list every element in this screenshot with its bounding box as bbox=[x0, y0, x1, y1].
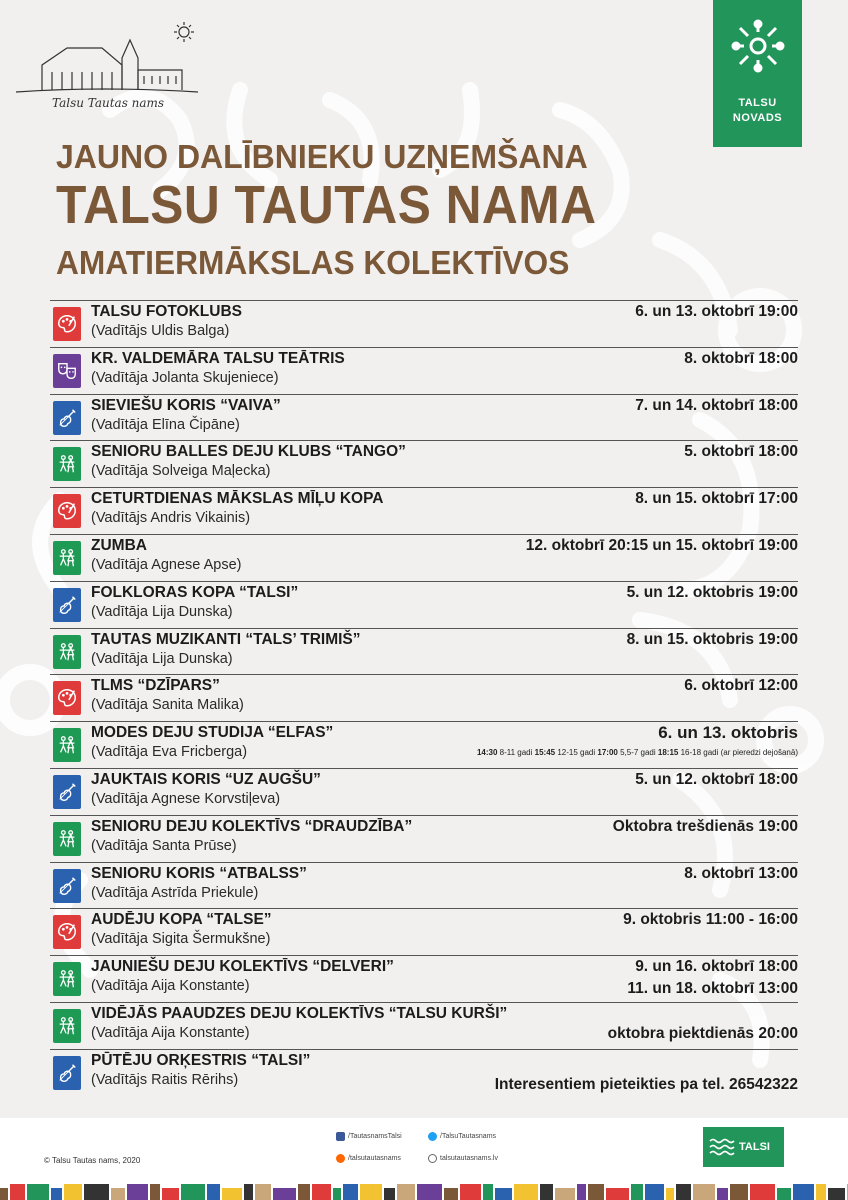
schedule-age: 16-18 gadi (ar pieredzi dejošanā) bbox=[678, 748, 798, 758]
stripe-segment bbox=[244, 1184, 253, 1200]
group-leader: (Vadītāja Sanita Malika) bbox=[91, 697, 244, 714]
stripe-segment bbox=[181, 1184, 205, 1200]
violin-icon bbox=[53, 775, 81, 809]
group-leader: (Vadītāja Jolanta Skujeniece) bbox=[91, 369, 279, 386]
violin-icon bbox=[53, 401, 81, 435]
group-leader: (Vadītāja Eva Fricberga) bbox=[91, 744, 248, 761]
schedule-time: 18:15 bbox=[657, 748, 679, 758]
group-name: VIDĒJĀS PAAUDZES DEJU KOLEKTĪVS “TALSU KURŠI” bbox=[91, 1004, 508, 1022]
stripe-segment bbox=[255, 1184, 271, 1200]
title-line-2: TALSU TAUTAS NAMA bbox=[56, 175, 597, 235]
group-row bbox=[50, 768, 798, 815]
schedule-age: 12-15 gadi bbox=[555, 748, 596, 758]
stripe-segment bbox=[273, 1188, 296, 1200]
twitter-icon bbox=[428, 1132, 437, 1141]
group-time: 8. un 15. oktobris 19:00 bbox=[626, 630, 798, 648]
group-leader: (Vadītāja Aija Konstante) bbox=[91, 1024, 250, 1041]
stripe-segment bbox=[51, 1188, 62, 1200]
talsu-tautas-nams-logo bbox=[12, 20, 202, 110]
stripe-segment bbox=[222, 1188, 242, 1200]
age-schedule bbox=[477, 748, 798, 757]
group-row bbox=[50, 862, 798, 909]
footer bbox=[0, 1118, 848, 1200]
group-name: KR. VALDEMĀRA TALSU TEĀTRIS bbox=[91, 349, 345, 367]
novads-line-1: TALSU bbox=[738, 97, 777, 109]
globe-icon bbox=[428, 1154, 437, 1163]
group-time: 5. oktobrī 18:00 bbox=[684, 443, 798, 461]
group-name: SENIORU BALLES DEJU KLUBS “TANGO” bbox=[91, 443, 406, 461]
group-time: 5. un 12. oktobris 19:00 bbox=[626, 583, 798, 601]
group-leader: (Vadītājs Andris Vikainis) bbox=[91, 510, 251, 527]
palette-icon bbox=[53, 681, 81, 715]
group-leader: (Vadītāja Lija Dunska) bbox=[91, 603, 233, 620]
group-time: 6. oktobrī 12:00 bbox=[684, 677, 798, 695]
stripe-segment bbox=[10, 1184, 25, 1200]
talsi-city-logo bbox=[703, 1127, 784, 1167]
group-leader: (Vadītāja Elīna Čipāne) bbox=[91, 416, 240, 433]
group-row bbox=[50, 1002, 798, 1049]
violin-icon bbox=[53, 588, 81, 622]
violin-icon bbox=[53, 869, 81, 903]
waves-icon bbox=[709, 1136, 735, 1158]
stripe-segment bbox=[828, 1188, 845, 1200]
group-time: oktobra piektdienās 20:00 bbox=[607, 1024, 798, 1042]
group-row bbox=[50, 908, 798, 955]
theatre-masks-icon bbox=[53, 354, 81, 388]
stripe-segment bbox=[777, 1188, 791, 1200]
talsu-novads-badge bbox=[713, 0, 802, 147]
group-time: 6. un 13. oktobrī 19:00 bbox=[635, 303, 798, 320]
website-link[interactable] bbox=[428, 1154, 498, 1163]
stripe-segment bbox=[693, 1184, 715, 1200]
stripe-segment bbox=[0, 1188, 8, 1200]
dancers-icon bbox=[53, 822, 81, 856]
palette-icon bbox=[53, 915, 81, 949]
group-row bbox=[50, 955, 798, 1002]
stripe-segment bbox=[111, 1188, 125, 1200]
twitter-handle: /TalsuTautasnams bbox=[440, 1133, 497, 1140]
copyright-text: © Talsu Tautas nams, 2020 bbox=[44, 1156, 141, 1165]
stripe-segment bbox=[540, 1184, 553, 1200]
group-leader: (Vadītāja Agnese Apse) bbox=[91, 556, 242, 573]
stripe-segment bbox=[444, 1188, 458, 1200]
group-time: 9. oktobris 11:00 - 16:00 bbox=[623, 911, 798, 929]
violin-icon bbox=[53, 1056, 81, 1090]
group-leader: (Vadītāja Aija Konstante) bbox=[91, 978, 250, 995]
dancers-icon bbox=[53, 541, 81, 575]
group-leader: (Vadītājs Uldis Balga) bbox=[91, 323, 230, 339]
group-list bbox=[50, 300, 798, 1096]
stripe-segment bbox=[150, 1184, 160, 1200]
facebook-link[interactable] bbox=[336, 1132, 402, 1141]
group-name: MODES DEJU STUDIJA “ELFAS” bbox=[91, 724, 334, 742]
stripe-segment bbox=[64, 1184, 82, 1200]
stripe-segment bbox=[645, 1184, 664, 1200]
stripe-segment bbox=[84, 1184, 109, 1200]
schedule-age: 8-11 gadi bbox=[497, 748, 533, 758]
group-leader: (Vadītāja Santa Prūse) bbox=[91, 837, 237, 854]
stripe-segment bbox=[793, 1184, 814, 1200]
group-time: 8. oktobrī 13:00 bbox=[684, 864, 798, 882]
group-row bbox=[50, 394, 798, 441]
group-name: CETURTDIENAS MĀKSLAS MĪĻU KOPA bbox=[91, 490, 384, 508]
group-row bbox=[50, 581, 798, 628]
group-name: TAUTAS MUZIKANTI “TALS’ TRIMIŠ” bbox=[91, 630, 361, 648]
group-row bbox=[50, 674, 798, 721]
stripe-segment bbox=[816, 1184, 826, 1200]
group-name: FOLKLORAS KOPA “TALSI” bbox=[91, 583, 299, 601]
group-name: SIEVIEŠU KORIS “VAIVA” bbox=[91, 396, 281, 414]
novads-line-2: NOVADS bbox=[732, 112, 783, 124]
stripe-segment bbox=[312, 1184, 331, 1200]
website-url: talsutautasnams.lv bbox=[440, 1155, 498, 1162]
group-row bbox=[50, 487, 798, 534]
stripe-segment bbox=[27, 1184, 49, 1200]
schedule-time: 14:30 bbox=[476, 748, 498, 758]
dancers-icon bbox=[53, 447, 81, 481]
group-row bbox=[50, 440, 798, 487]
stripe-segment bbox=[750, 1184, 775, 1200]
group-leader: (Vadītājs Raitis Rērihs) bbox=[91, 1071, 239, 1088]
novads-ornament-icon bbox=[728, 16, 788, 76]
title-line-3: AMATIERMĀKSLAS KOLEKTĪVOS bbox=[56, 244, 570, 281]
contact-phone: Interesentiem pieteikties pa tel. 26542322 bbox=[494, 1075, 798, 1093]
group-time: 8. un 15. oktobrī 17:00 bbox=[635, 490, 798, 508]
stripe-segment bbox=[666, 1188, 674, 1200]
stripe-segment bbox=[577, 1184, 586, 1200]
facebook-handle: /TautasnamsTalsi bbox=[348, 1133, 402, 1140]
group-row bbox=[50, 1049, 798, 1096]
draugiem-link[interactable] bbox=[336, 1154, 401, 1163]
group-name: ZUMBA bbox=[91, 536, 147, 554]
stripe-segment bbox=[127, 1184, 148, 1200]
schedule-time: 15:45 bbox=[534, 748, 556, 758]
group-name: TALSU FOTOKLUBS bbox=[91, 303, 242, 320]
building-sketch-icon bbox=[12, 20, 202, 98]
draugiem-icon bbox=[336, 1154, 345, 1163]
group-row bbox=[50, 300, 798, 347]
group-name: AUDĒJU KOPA “TALSE” bbox=[91, 911, 272, 929]
group-leader: (Vadītāja Astrīda Priekule) bbox=[91, 884, 259, 901]
group-row bbox=[50, 534, 798, 581]
group-name: PŪTĒJU ORĶESTRIS “TALSI” bbox=[91, 1051, 311, 1069]
group-leader: (Vadītāja Agnese Korvstiļeva) bbox=[91, 790, 281, 807]
stripe-segment bbox=[514, 1184, 538, 1200]
stripe-segment bbox=[333, 1188, 341, 1200]
group-time: 7. un 14. oktobrī 18:00 bbox=[635, 396, 798, 414]
palette-icon bbox=[53, 307, 81, 341]
group-time: Oktobra trešdienās 19:00 bbox=[612, 817, 798, 835]
schedule-time: 17:00 bbox=[597, 748, 618, 758]
stripe-segment bbox=[717, 1188, 728, 1200]
draugiem-handle: /talsutautasnams bbox=[348, 1155, 401, 1162]
group-row bbox=[50, 721, 798, 768]
group-name: SENIORU KORIS “ATBALSS” bbox=[91, 864, 307, 882]
dancers-icon bbox=[53, 962, 81, 996]
group-row bbox=[50, 815, 798, 862]
group-row bbox=[50, 347, 798, 394]
stripe-segment bbox=[588, 1184, 604, 1200]
talsi-logo-text: TALSI bbox=[739, 1141, 770, 1153]
stripe-segment bbox=[397, 1184, 415, 1200]
stripe-segment bbox=[207, 1184, 220, 1200]
stripe-segment bbox=[162, 1188, 179, 1200]
facebook-icon bbox=[336, 1132, 345, 1141]
folk-pattern-stripe bbox=[0, 1184, 848, 1200]
schedule-age: 5,5-7 gadi bbox=[617, 748, 656, 758]
group-name: JAUKTAIS KORIS “UZ AUGŠU” bbox=[91, 770, 321, 788]
stripe-segment bbox=[730, 1184, 748, 1200]
stripe-segment bbox=[417, 1184, 442, 1200]
group-time: 12. oktobrī 20:15 un 15. oktobrī 19:00 bbox=[525, 536, 798, 554]
group-leader: (Vadītāja Lija Dunska) bbox=[91, 650, 233, 667]
stripe-segment bbox=[343, 1184, 358, 1200]
stripe-segment bbox=[384, 1188, 395, 1200]
group-leader: (Vadītāja Sigita Šermukšne) bbox=[91, 931, 271, 948]
stripe-segment bbox=[606, 1188, 629, 1200]
stripe-segment bbox=[495, 1188, 512, 1200]
group-time: 8. oktobrī 18:00 bbox=[684, 349, 798, 367]
stripe-segment bbox=[460, 1184, 481, 1200]
dancers-icon bbox=[53, 1009, 81, 1043]
stripe-segment bbox=[483, 1184, 493, 1200]
palette-icon bbox=[53, 494, 81, 528]
stripe-segment bbox=[555, 1188, 575, 1200]
title-line-1: JAUNO DALĪBNIEKU UZŅEMŠANA bbox=[56, 138, 588, 175]
group-time-secondary: 11. un 18. oktobrī 13:00 bbox=[627, 980, 798, 998]
group-leader: (Vadītāja Solveiga Maļecka) bbox=[91, 463, 271, 480]
dancers-icon bbox=[53, 728, 81, 762]
group-name: TLMS “DZĪPARS” bbox=[91, 677, 220, 695]
stripe-segment bbox=[298, 1184, 310, 1200]
logo-caption: Talsu Tautas nams bbox=[52, 96, 165, 110]
stripe-segment bbox=[631, 1184, 643, 1200]
twitter-link[interactable] bbox=[428, 1132, 496, 1141]
group-row bbox=[50, 628, 798, 675]
group-name: JAUNIEŠU DEJU KOLEKTĪVS “DELVERI” bbox=[91, 958, 394, 976]
group-name: SENIORU DEJU KOLEKTĪVS “DRAUDZĪBA” bbox=[91, 817, 413, 835]
group-time: 9. un 16. oktobrī 18:00 bbox=[635, 958, 798, 976]
group-time: 5. un 12. oktobrī 18:00 bbox=[635, 770, 798, 788]
stripe-segment bbox=[360, 1184, 382, 1200]
stripe-segment bbox=[676, 1184, 691, 1200]
group-time: 6. un 13. oktobris bbox=[658, 723, 798, 743]
dancers-icon bbox=[53, 635, 81, 669]
